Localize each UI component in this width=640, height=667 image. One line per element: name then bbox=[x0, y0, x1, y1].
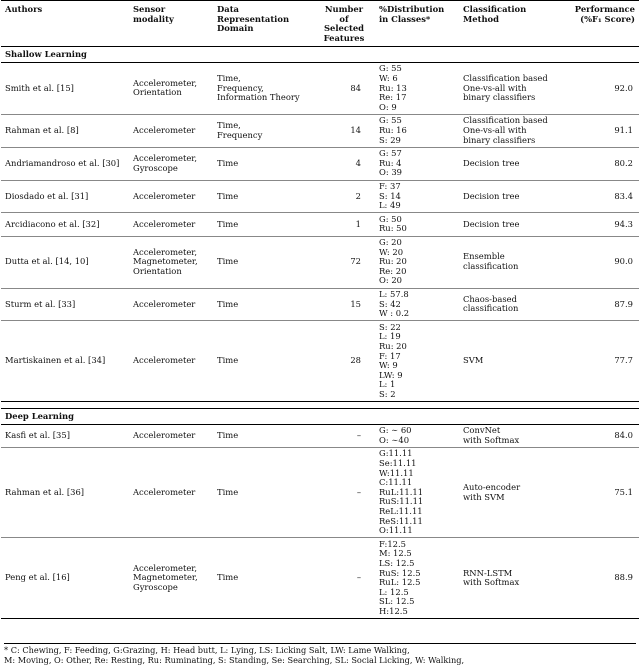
cell-domain-line: Time bbox=[217, 355, 239, 366]
cell-method bbox=[459, 180, 561, 213]
cell-author: Sturm et al. [33] bbox=[5, 298, 76, 309]
cell-distribution-line: RuL:11.11 bbox=[379, 486, 424, 497]
table-row bbox=[1, 538, 639, 619]
cell-modality-line: Accelerometer, bbox=[133, 562, 198, 573]
cell-distribution-line: Se:11.11 bbox=[379, 458, 417, 469]
cell-modality-line: Orientation bbox=[133, 87, 182, 98]
table-row bbox=[1, 180, 639, 213]
header-classification-method-line: Method bbox=[463, 13, 499, 24]
cell-domain bbox=[213, 321, 313, 402]
cell-distribution-line: Ru: 20 bbox=[379, 341, 407, 352]
header-sensor-modality bbox=[129, 1, 213, 47]
cell-distribution-line: F: 37 bbox=[379, 181, 401, 192]
cell-distribution bbox=[375, 147, 459, 180]
cell-distribution-line: O: ∼40 bbox=[379, 434, 410, 445]
header-class-distribution-line: in Classes* bbox=[379, 13, 431, 24]
cell-distribution bbox=[375, 213, 459, 236]
header-authors-line: Authors bbox=[5, 4, 43, 14]
cell-features: 15 bbox=[350, 298, 361, 309]
table-footnote bbox=[4, 643, 636, 665]
cell-features: 2 bbox=[355, 190, 361, 201]
cell-method-line: SVM bbox=[463, 355, 484, 366]
cell-distribution bbox=[375, 424, 459, 447]
cell-modality-line: Gyroscope bbox=[133, 582, 178, 592]
cell-method bbox=[459, 288, 561, 321]
cell-author: Andriamandroso et al. [30] bbox=[5, 157, 120, 168]
cell-performance: 75.1 bbox=[614, 486, 633, 497]
cell-author: Dutta et al. [14, 10] bbox=[5, 256, 89, 267]
cell-distribution-line: G: 55 bbox=[379, 63, 402, 74]
cell-distribution-line: S: 29 bbox=[379, 134, 401, 145]
table-row bbox=[1, 147, 639, 180]
cell-distribution-line: G: 57 bbox=[379, 148, 402, 159]
cell-domain-line: Time, bbox=[217, 73, 241, 84]
header-performance bbox=[561, 1, 639, 47]
header-number-of-features bbox=[313, 1, 375, 47]
header-class-distribution bbox=[375, 1, 459, 47]
cell-method-line: One-vs-all with bbox=[463, 125, 527, 136]
cell-distribution-line: S: 42 bbox=[379, 298, 401, 309]
cell-distribution-line: ReL:11.11 bbox=[379, 506, 423, 516]
cell-distribution bbox=[375, 236, 459, 288]
header-number-of-features-line: Number bbox=[324, 4, 364, 14]
header-class-distribution-line: %Distribution bbox=[379, 4, 445, 14]
cell-features: – bbox=[356, 572, 361, 583]
cell-modality-line: Accelerometer bbox=[133, 298, 196, 309]
cell-domain bbox=[213, 114, 313, 147]
cell-modality bbox=[129, 236, 213, 288]
cell-method-line: One-vs-all with bbox=[463, 82, 527, 93]
cell-method bbox=[459, 114, 561, 147]
cell-distribution-line: C:11.11 bbox=[379, 477, 413, 488]
cell-performance: 94.3 bbox=[614, 218, 633, 229]
cell-modality bbox=[129, 424, 213, 447]
cell-features: – bbox=[356, 430, 361, 441]
cell-distribution-line: Ru: 50 bbox=[379, 223, 407, 234]
cell-domain-line: Time bbox=[217, 430, 239, 441]
cell-method bbox=[459, 62, 561, 114]
cell-domain bbox=[213, 447, 313, 537]
comparison-table bbox=[1, 0, 639, 619]
header-number-of-features-line: Selected bbox=[323, 23, 365, 34]
cell-performance: 77.7 bbox=[614, 355, 633, 366]
cell-modality bbox=[129, 288, 213, 321]
cell-performance: 83.4 bbox=[614, 190, 633, 201]
cell-distribution-line: RuL: 12.5 bbox=[379, 577, 421, 588]
cell-distribution bbox=[375, 62, 459, 114]
cell-distribution-line: G:11.11 bbox=[379, 448, 413, 459]
section-gap bbox=[1, 402, 639, 409]
cell-author: Arcidiacono et al. [32] bbox=[5, 218, 100, 229]
cell-method-line: Classification based bbox=[463, 73, 548, 84]
cell-modality-line: Accelerometer bbox=[133, 486, 196, 497]
cell-distribution-line: L: 57.8 bbox=[379, 289, 409, 300]
cell-modality-line: Gyroscope bbox=[133, 162, 178, 173]
cell-method-line: binary classifiers bbox=[463, 92, 536, 103]
cell-method-line: Classification based bbox=[463, 115, 548, 126]
cell-distribution-line: G: 20 bbox=[379, 237, 402, 248]
cell-modality bbox=[129, 213, 213, 236]
header-classification-method bbox=[459, 1, 561, 47]
cell-features: 1 bbox=[355, 218, 361, 229]
cell-modality bbox=[129, 114, 213, 147]
cell-distribution-line: F:12.5 bbox=[379, 538, 406, 549]
cell-distribution-line: M: 12.5 bbox=[379, 548, 412, 559]
cell-method bbox=[459, 321, 561, 402]
cell-method-line: binary classifiers bbox=[463, 134, 536, 145]
cell-method bbox=[459, 424, 561, 447]
cell-domain-line: Frequency, bbox=[217, 82, 264, 93]
cell-distribution-line: SL: 12.5 bbox=[379, 596, 415, 607]
cell-modality-line: Accelerometer, bbox=[133, 77, 198, 88]
cell-distribution-line: RuS:11.11 bbox=[379, 496, 424, 507]
table-body bbox=[1, 47, 639, 619]
cell-author: Martiskainen et al. [34] bbox=[5, 355, 106, 366]
cell-method-line: ConvNet bbox=[463, 425, 501, 436]
cell-method-line: classification bbox=[463, 261, 519, 272]
cell-modality-line: Magnetometer, bbox=[133, 572, 198, 583]
cell-method-line: with Softmax bbox=[463, 577, 520, 588]
cell-distribution-line: Re: 20 bbox=[379, 265, 407, 276]
section-row bbox=[1, 409, 639, 425]
cell-domain-line: Frequency bbox=[217, 129, 263, 140]
header-classification-method-line: Classification bbox=[463, 4, 527, 14]
table-row bbox=[1, 288, 639, 321]
table-row bbox=[1, 424, 639, 447]
cell-method-line: Decision tree bbox=[463, 190, 520, 201]
cell-distribution-line: Ru: 16 bbox=[379, 125, 407, 136]
header-data-representation-domain-line: Data bbox=[217, 4, 239, 14]
cell-method bbox=[459, 213, 561, 236]
cell-distribution-line: L: 19 bbox=[379, 331, 401, 342]
cell-domain bbox=[213, 213, 313, 236]
cell-author: Smith et al. [15] bbox=[5, 82, 74, 93]
cell-features: 84 bbox=[350, 82, 361, 93]
cell-domain-line: Time bbox=[217, 298, 239, 309]
cell-method-line: Auto-encoder bbox=[463, 482, 521, 493]
cell-distribution-line: H:12.5 bbox=[379, 605, 408, 616]
cell-performance: 88.9 bbox=[614, 572, 633, 583]
cell-method bbox=[459, 447, 561, 537]
cell-modality-line: Accelerometer bbox=[133, 125, 196, 136]
cell-domain bbox=[213, 538, 313, 619]
cell-distribution-line: W: 20 bbox=[379, 246, 404, 257]
cell-distribution-line: LW: 9 bbox=[379, 369, 403, 380]
cell-modality bbox=[129, 180, 213, 213]
cell-modality-line: Accelerometer bbox=[133, 218, 196, 229]
cell-modality-line: Accelerometer bbox=[133, 355, 196, 366]
cell-domain-line: Information Theory bbox=[217, 92, 300, 103]
footnote-line: M: Moving, O: Other, Re: Resting, Ru: Ruminating, S: Standing, Se: Searching, SL: Social Licking, W: Walking, bbox=[4, 655, 465, 665]
cell-distribution bbox=[375, 180, 459, 213]
cell-method-line: RNN-LSTM bbox=[463, 567, 513, 578]
cell-distribution bbox=[375, 114, 459, 147]
cell-modality-line: Accelerometer, bbox=[133, 153, 198, 164]
header-sensor-modality-line: Sensor bbox=[133, 4, 166, 14]
cell-distribution-line: O:11.11 bbox=[379, 525, 413, 536]
table-row bbox=[1, 321, 639, 402]
cell-distribution-line: Ru: 20 bbox=[379, 256, 407, 267]
cell-method-line: Decision tree bbox=[463, 218, 520, 229]
section-label: Deep Learning bbox=[5, 411, 74, 422]
header-data-representation-domain-line: Domain bbox=[217, 23, 254, 34]
table-row bbox=[1, 236, 639, 288]
cell-performance: 84.0 bbox=[614, 430, 633, 441]
cell-domain-line: Time bbox=[217, 190, 239, 201]
table-row bbox=[1, 213, 639, 236]
cell-author: Kasfi et al. [35] bbox=[5, 430, 70, 441]
cell-domain bbox=[213, 180, 313, 213]
cell-method-line: with SVM bbox=[463, 491, 505, 502]
cell-distribution-line: W: 6 bbox=[379, 73, 398, 84]
cell-author: Rahman et al. [36] bbox=[5, 486, 85, 497]
cell-performance: 80.2 bbox=[614, 157, 633, 168]
header-sensor-modality-line: modality bbox=[133, 13, 174, 24]
cell-domain bbox=[213, 236, 313, 288]
cell-modality-line: Orientation bbox=[133, 265, 182, 276]
cell-method bbox=[459, 538, 561, 619]
cell-distribution-line: G: ∼ 60 bbox=[379, 425, 412, 436]
section-row bbox=[1, 47, 639, 63]
cell-distribution-line: G: 50 bbox=[379, 213, 402, 224]
cell-features: – bbox=[356, 486, 361, 497]
table-row bbox=[1, 62, 639, 114]
header-data-representation-domain bbox=[213, 1, 313, 47]
cell-distribution-line: S: 14 bbox=[379, 190, 401, 201]
cell-domain-line: Time bbox=[217, 157, 239, 168]
cell-modality bbox=[129, 447, 213, 537]
cell-domain-line: Time bbox=[217, 486, 239, 497]
cell-modality-line: Accelerometer, bbox=[133, 246, 198, 257]
cell-modality-line: Accelerometer bbox=[133, 190, 196, 201]
cell-performance: 92.0 bbox=[614, 82, 633, 93]
cell-domain-line: Time bbox=[217, 256, 239, 267]
cell-domain-line: Time bbox=[217, 572, 239, 583]
cell-distribution-line: L: 12.5 bbox=[379, 586, 409, 597]
cell-modality-line: Accelerometer bbox=[133, 430, 196, 441]
cell-modality-line: Magnetometer, bbox=[133, 256, 198, 267]
cell-features: 4 bbox=[355, 157, 361, 168]
cell-method-line: Decision tree bbox=[463, 157, 520, 168]
header-authors bbox=[1, 1, 129, 47]
footnote-line: * C: Chewing, F: Feeding, G:Grazing, H: Head butt, L: Lying, LS: Licking Salt, LW: Lame Walking, bbox=[4, 645, 410, 655]
cell-domain bbox=[213, 288, 313, 321]
cell-author: Rahman et al. [8] bbox=[5, 125, 79, 136]
cell-distribution-line: LS: 12.5 bbox=[379, 558, 415, 569]
cell-distribution-line: Ru: 13 bbox=[379, 82, 407, 93]
cell-author: Diosdado et al. [31] bbox=[5, 190, 89, 201]
cell-distribution-line: S: 2 bbox=[379, 389, 396, 400]
cell-modality bbox=[129, 321, 213, 402]
cell-method-line: with Softmax bbox=[463, 434, 520, 445]
cell-distribution-line: L: 1 bbox=[379, 379, 396, 390]
cell-distribution-line: L: 49 bbox=[379, 200, 401, 211]
cell-distribution bbox=[375, 288, 459, 321]
cell-features: 14 bbox=[350, 125, 361, 136]
cell-performance: 91.1 bbox=[614, 125, 633, 136]
cell-domain bbox=[213, 424, 313, 447]
cell-distribution-line: RuS: 12.5 bbox=[379, 567, 421, 578]
cell-distribution bbox=[375, 538, 459, 619]
cell-distribution-line: O: 20 bbox=[379, 275, 403, 286]
cell-distribution-line: ReS:11.11 bbox=[379, 515, 423, 526]
header-data-representation-domain-line: Representation bbox=[217, 13, 290, 24]
cell-method bbox=[459, 147, 561, 180]
cell-distribution-line: O: 9 bbox=[379, 101, 397, 112]
cell-method-line: Chaos-based bbox=[463, 293, 517, 304]
table-header bbox=[1, 1, 639, 47]
cell-distribution-line: S: 22 bbox=[379, 321, 401, 332]
cell-distribution-line: G: 55 bbox=[379, 115, 402, 126]
cell-domain-line: Time bbox=[217, 218, 239, 229]
header-number-of-features-line: Features bbox=[323, 32, 365, 43]
table-row bbox=[1, 447, 639, 537]
cell-method-line: classification bbox=[463, 303, 519, 314]
cell-domain-line: Time, bbox=[217, 120, 241, 131]
cell-method bbox=[459, 236, 561, 288]
section-label: Shallow Learning bbox=[5, 49, 87, 60]
cell-performance: 87.9 bbox=[614, 298, 633, 309]
cell-distribution-line: W: 9 bbox=[379, 360, 398, 371]
cell-distribution-line: Ru: 4 bbox=[379, 157, 402, 168]
cell-modality bbox=[129, 147, 213, 180]
table-row bbox=[1, 114, 639, 147]
cell-modality bbox=[129, 538, 213, 619]
cell-distribution bbox=[375, 321, 459, 402]
cell-distribution-line: W:11.11 bbox=[379, 467, 414, 478]
cell-distribution-line: W : 0.2 bbox=[379, 308, 410, 319]
header-performance-line: Performance bbox=[574, 4, 635, 14]
cell-method-line: Ensemble bbox=[463, 251, 505, 262]
cell-domain bbox=[213, 147, 313, 180]
cell-author: Peng et al. [16] bbox=[5, 572, 70, 583]
cell-modality bbox=[129, 62, 213, 114]
header-performance-line: (%F₁ Score) bbox=[580, 13, 635, 24]
cell-distribution-line: O: 39 bbox=[379, 167, 403, 178]
cell-distribution bbox=[375, 447, 459, 537]
cell-distribution-line: F: 17 bbox=[379, 350, 401, 361]
cell-domain bbox=[213, 62, 313, 114]
header-number-of-features-line: of bbox=[339, 13, 349, 24]
cell-performance: 90.0 bbox=[614, 256, 633, 267]
cell-features: 28 bbox=[350, 355, 361, 366]
cell-features: 72 bbox=[350, 256, 361, 267]
cell-distribution-line: Re: 17 bbox=[379, 92, 407, 103]
